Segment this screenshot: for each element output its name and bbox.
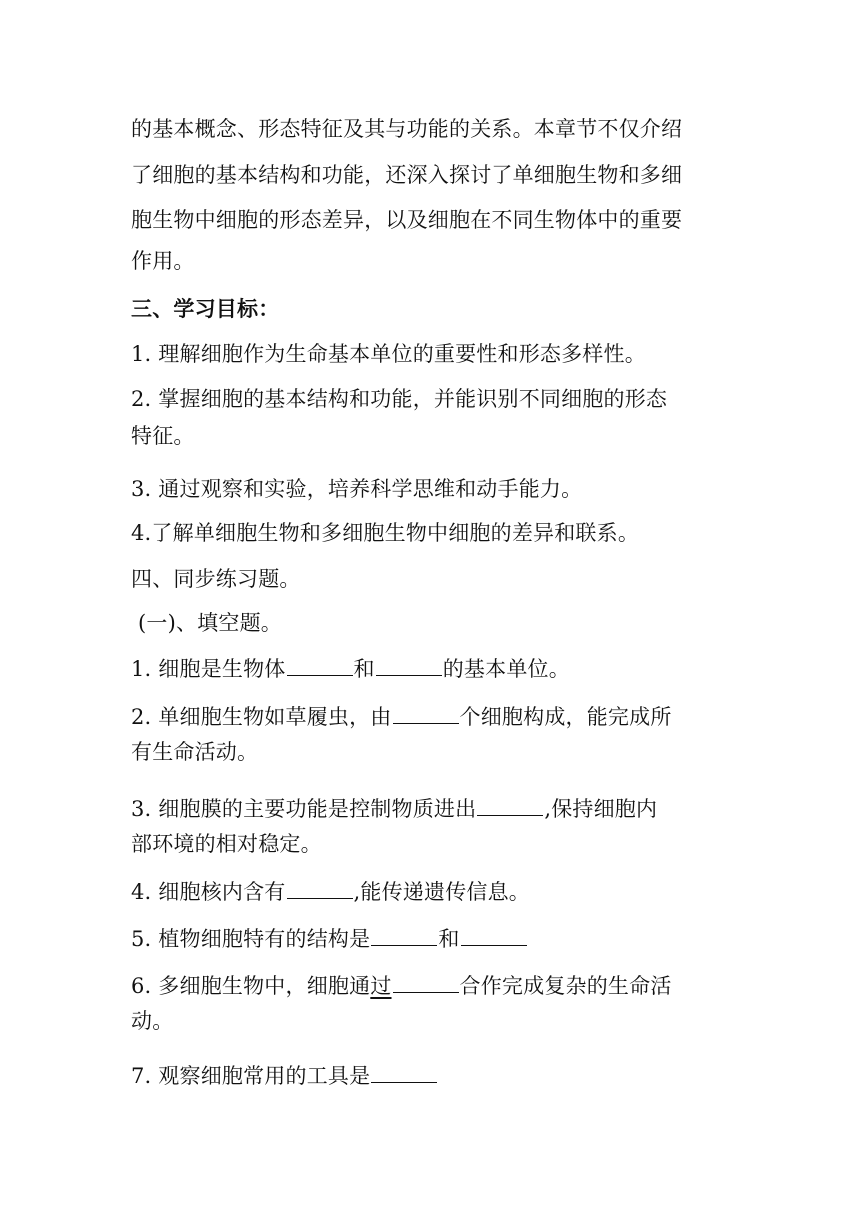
question-5-text-b: 和 — [438, 927, 460, 951]
question-4 — [131, 878, 731, 905]
question-3-text-b: ,保持细胞内 — [544, 797, 658, 821]
question-5-text-a: 5. 植物细胞特有的结构是 — [131, 927, 371, 951]
objective-item-2-line-1: 2. 掌握细胞的基本结构和功能，并能识别不同细胞的形态 — [131, 387, 668, 411]
answer-blank[interactable] — [393, 703, 459, 724]
question-3-text-a: 3. 细胞膜的主要功能是控制物质进出 — [131, 797, 477, 821]
fill-in-subheading: (一)、填空题。 — [138, 611, 282, 635]
question-4-text-a: 4. 细胞核内含有 — [131, 880, 286, 904]
objective-item-3: 3. 通过观察和实验，培养科学思维和动手能力。 — [131, 477, 583, 501]
question-5 — [131, 925, 731, 952]
question-6-text-b: 合作完成复杂的生命活 — [459, 974, 672, 998]
question-6-line-1 — [131, 972, 731, 999]
answer-blank[interactable] — [477, 795, 543, 816]
answer-blank[interactable] — [371, 1062, 437, 1083]
question-6-text-a: 6. 多细胞生物中，细胞通 — [131, 974, 371, 998]
intro-line-4: 作用。 — [131, 249, 195, 273]
answer-blank[interactable] — [393, 972, 459, 993]
objective-item-2-line-2: 特征。 — [131, 424, 195, 448]
intro-line-1: 的基本概念、形态特征及其与功能的关系。本章节不仅介绍 — [131, 117, 683, 141]
question-1-text-c: 的基本单位。 — [442, 657, 570, 681]
intro-line-2: 了细胞的基本结构和功能，还深入探讨了单细胞生物和多细 — [131, 163, 683, 187]
answer-blank[interactable] — [376, 655, 442, 676]
question-2-line-2: 有生命活动。 — [131, 740, 259, 764]
objective-item-4: 4.了解单细胞生物和多细胞生物中细胞的差异和联系。 — [131, 521, 640, 545]
question-3-line-2: 部环境的相对稳定。 — [131, 832, 322, 856]
question-7 — [131, 1062, 731, 1089]
question-7-text-a: 7. 观察细胞常用的工具是 — [131, 1064, 371, 1088]
question-2-text-a: 2. 单细胞生物如草履虫，由 — [131, 705, 392, 729]
question-6-line-2: 动。 — [131, 1009, 174, 1033]
objective-item-1: 1. 理解细胞作为生命基本单位的重要性和形态多样性。 — [131, 342, 646, 366]
exercises-heading: 四、同步练习题。 — [131, 567, 301, 591]
question-4-text-b: ,能传递遗传信息。 — [353, 880, 530, 904]
question-2-line-1 — [131, 703, 731, 730]
answer-blank[interactable] — [461, 925, 527, 946]
question-6-underlined-char: 过 — [370, 974, 392, 998]
question-1 — [131, 655, 731, 682]
answer-blank[interactable] — [287, 878, 353, 899]
answer-blank[interactable] — [287, 655, 353, 676]
question-1-text-a: 1. 细胞是生物体 — [131, 657, 286, 681]
question-2-text-b: 个细胞构成，能完成所 — [459, 705, 672, 729]
intro-line-3: 胞生物中细胞的形态差异，以及细胞在不同生物体中的重要 — [131, 208, 683, 232]
question-1-text-b: 和 — [353, 657, 375, 681]
answer-blank[interactable] — [371, 925, 437, 946]
objectives-heading: 三、学习目标： — [131, 296, 280, 321]
question-3-line-1 — [131, 795, 731, 822]
